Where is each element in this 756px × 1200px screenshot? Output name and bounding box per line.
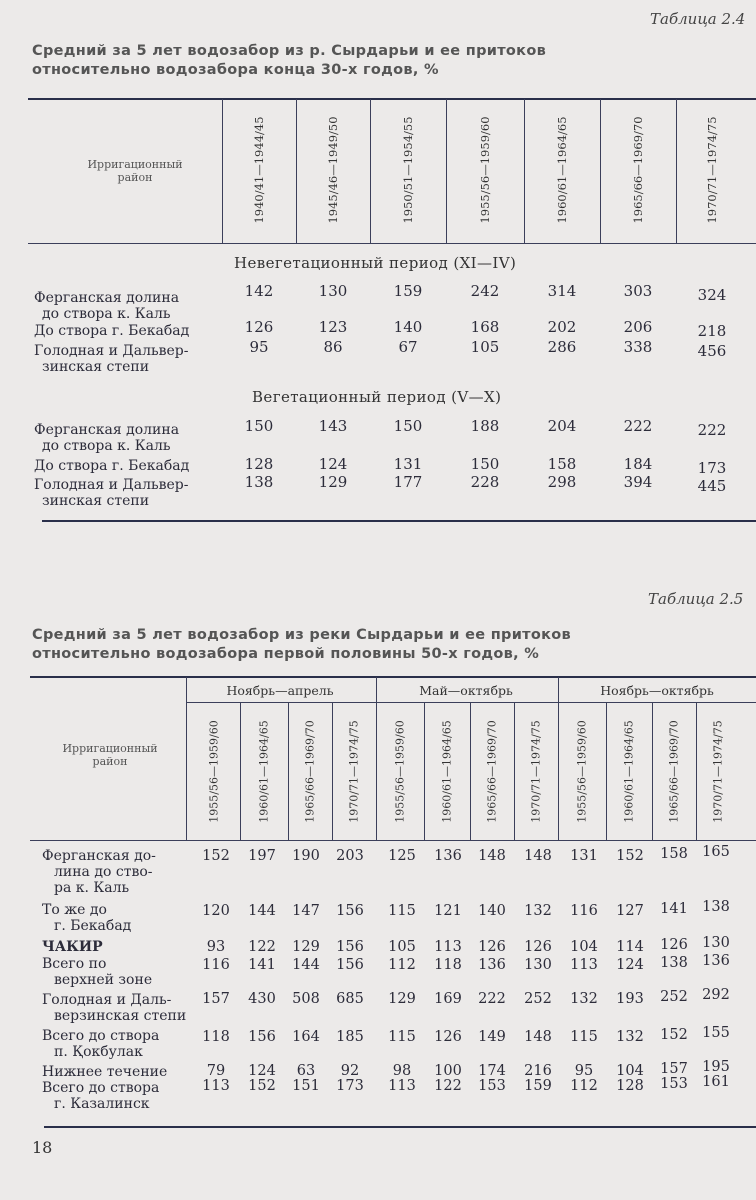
table2-cell: 164 [292, 1029, 320, 1045]
table2-group-rule [186, 702, 756, 703]
table1-col-header: 1965/66—1969/70 [631, 116, 645, 224]
table2-col-divider [186, 677, 187, 840]
table2-col-divider [288, 703, 289, 840]
table2-cell: 252 [524, 991, 552, 1007]
table2-cell: 195 [702, 1059, 730, 1075]
table1-row-label-line: зинская степи [42, 359, 150, 375]
table1-cell: 143 [318, 417, 348, 435]
table2-cell: 116 [202, 957, 230, 973]
table2-cell: 121 [434, 903, 462, 919]
table1-col-header: 1960/61—1964/65 [555, 116, 569, 224]
page-number: 18 [32, 1138, 53, 1157]
table1-cell: 159 [393, 282, 423, 300]
table2-cell: 158 [660, 846, 688, 862]
table2-cell: 216 [524, 1063, 552, 1079]
table1-row-label [34, 290, 179, 322]
table2-col-divider [332, 703, 333, 840]
table2-row-label-line: Нижнее течение [42, 1064, 168, 1080]
table2-cell: 148 [478, 848, 506, 864]
table2-cell: 156 [336, 903, 364, 919]
table1-cell: 86 [323, 338, 343, 356]
table2-cell: 126 [434, 1029, 462, 1045]
table2-cell: 114 [616, 939, 644, 955]
table2-cell: 132 [570, 991, 598, 1007]
table2-cell: 152 [202, 848, 230, 864]
table2-group-header: Ноябрь—октябрь [600, 683, 714, 698]
table2-col-header: 1965/66—1969/70 [303, 720, 317, 823]
table2-cell: 136 [702, 953, 730, 969]
table2-cell: 157 [660, 1061, 688, 1077]
table2-cell: 132 [524, 903, 552, 919]
table2-row-label [42, 992, 186, 1024]
table2-cell: 127 [616, 903, 644, 919]
table2-col-divider [606, 703, 607, 840]
table1-col-divider [446, 99, 447, 243]
table2-cell: 157 [202, 991, 230, 1007]
table2-col-header: 1955/56—1959/60 [575, 720, 589, 823]
table2-cell: 129 [292, 939, 320, 955]
table2-row-label-line: Ферганская до- [42, 848, 156, 864]
table2-cell: 118 [434, 957, 462, 973]
table2-cell: 173 [336, 1078, 364, 1094]
table2-cell: 149 [478, 1029, 506, 1045]
table2-cell: 92 [340, 1063, 360, 1079]
table2-col-header: 1960/61—1964/65 [622, 720, 636, 823]
table2-cell: 190 [292, 848, 320, 864]
table2-row-label [42, 939, 103, 955]
table2-cell: 430 [248, 991, 276, 1007]
table2-row-label-line: г. Бекабад [54, 918, 132, 934]
table1-cell: 124 [318, 455, 348, 473]
table2-cell: 165 [702, 844, 730, 860]
table1-cell: 105 [470, 338, 500, 356]
table2-row-label [42, 902, 131, 934]
table2-cell: 126 [660, 937, 688, 953]
table1-bottom-rule [42, 520, 756, 522]
table2-row-label [42, 1064, 167, 1080]
table1-cell: 222 [697, 421, 727, 439]
table1-cell: 128 [244, 455, 274, 473]
table1-cell: 158 [547, 455, 577, 473]
table1-cell: 188 [470, 417, 500, 435]
table2-cell: 144 [248, 903, 276, 919]
table2-cell: 152 [616, 848, 644, 864]
table1-cell: 150 [393, 417, 423, 435]
table1-cell: 324 [697, 286, 727, 304]
table2-row-label-line: ра к. Каль [54, 880, 130, 896]
table2-col-divider [376, 677, 377, 840]
table1-cell: 204 [547, 417, 577, 435]
table2-cell: 105 [388, 939, 416, 955]
table2-cell: 222 [478, 991, 506, 1007]
table2-row-label-line: Всего по [42, 956, 107, 972]
table2-cell: 115 [570, 1029, 598, 1045]
table2-row-label-line: г. Казалинск [54, 1096, 150, 1112]
table1-cell: 95 [249, 338, 269, 356]
table2-cell: 148 [524, 848, 552, 864]
table1-cell: 303 [623, 282, 653, 300]
table2-col-divider [240, 703, 241, 840]
table1-row-label [34, 343, 189, 375]
table1-row-label-line: Голодная и Дальвер- [34, 477, 189, 493]
table2-col-divider [470, 703, 471, 840]
table1-cell: 140 [393, 318, 423, 336]
table2-cell: 112 [388, 957, 416, 973]
table2-row-label-line: верзинская степи [54, 1008, 187, 1024]
table2-cell: 141 [248, 957, 276, 973]
table2-col-header: 1965/66—1969/70 [667, 720, 681, 823]
table2-cell: 197 [248, 848, 276, 864]
table1-section-title: Вегетационный период (V—X) [252, 388, 502, 406]
table1-col-divider [222, 99, 223, 243]
table1-cell: 184 [623, 455, 653, 473]
table1-cell: 126 [244, 318, 274, 336]
table2-cell: 185 [336, 1029, 364, 1045]
table2-cell: 144 [292, 957, 320, 973]
table1-cell: 445 [697, 477, 727, 495]
table1-row-label-line: До створа г. Бекабад [34, 458, 190, 474]
table2-cell: 174 [478, 1063, 506, 1079]
table2-cell: 508 [292, 991, 320, 1007]
table2-cell: 156 [336, 957, 364, 973]
table1-col-header: 1945/46—1949/50 [326, 116, 340, 224]
table2-cell: 130 [524, 957, 552, 973]
table2-cell: 153 [478, 1078, 506, 1094]
table1-cell: 456 [697, 342, 727, 360]
table1-row-label [34, 458, 189, 474]
table2-cell: 126 [524, 939, 552, 955]
table1-label: Таблица 2.4 [650, 10, 746, 28]
table2-col-header: 1965/66—1969/70 [485, 720, 499, 823]
table2-region-header-line1: Ирригационный [62, 742, 158, 755]
table2-cell: 136 [434, 848, 462, 864]
table1-cell: 228 [470, 473, 500, 491]
table2-col-header: 1955/56—1959/60 [393, 720, 407, 823]
table1-top-rule [28, 98, 756, 100]
table2-cell: 98 [392, 1063, 412, 1079]
table1-col-header: 1955/56—1959/60 [478, 116, 492, 224]
table2-cell: 129 [388, 991, 416, 1007]
table1-region-header [60, 158, 210, 184]
table1-row-label-line: Голодная и Дальвер- [34, 343, 189, 359]
table2-row-label-line: верхней зоне [54, 972, 153, 988]
table2-col-header: 1960/61—1964/65 [257, 720, 271, 823]
table2-cell: 148 [524, 1029, 552, 1045]
table1-cell: 67 [398, 338, 418, 356]
table2-group-header: Май—октябрь [419, 683, 513, 698]
table1-cell: 130 [318, 282, 348, 300]
table1-col-divider [296, 99, 297, 243]
table1-cell: 202 [547, 318, 577, 336]
table2-cell: 136 [478, 957, 506, 973]
table2-row-label-line: Всего до створа [42, 1028, 160, 1044]
table1-header-rule [28, 243, 756, 244]
table2-top-rule [30, 676, 756, 678]
table1-col-divider [524, 99, 525, 243]
table2-title-line2: относительно водозабора первой половины 50-х годов, % [32, 646, 540, 662]
table2-cell: 252 [660, 989, 688, 1005]
table2-region-header [40, 742, 180, 768]
table2-cell: 138 [702, 899, 730, 915]
table1-section-title: Невегетационный период (XI—IV) [234, 254, 517, 272]
table2-bottom-rule [44, 1126, 756, 1128]
table1-row-label-line: Ферганская долина [34, 422, 180, 438]
table1-row-label [34, 477, 189, 509]
table2-cell: 113 [570, 957, 598, 973]
table2-cell: 152 [660, 1027, 688, 1043]
table1-cell: 218 [697, 322, 727, 340]
table2-title-line1: Средний за 5 лет водозабор из реки Сырдарьи и ее притоков [32, 627, 571, 643]
table2-cell: 126 [478, 939, 506, 955]
table2-cell: 292 [702, 987, 730, 1003]
table2-cell: 115 [388, 903, 416, 919]
table2-title [32, 626, 571, 664]
table1-cell: 394 [623, 473, 653, 491]
table2-cell: 122 [434, 1078, 462, 1094]
table2-cell: 151 [292, 1078, 320, 1094]
table2-col-header: 1970/71—1974/75 [711, 720, 725, 823]
table2-row-label-line: ЧАКИР [42, 939, 103, 955]
table2-col-divider [514, 703, 515, 840]
table2-row-label-line: Голодная и Даль- [42, 992, 172, 1008]
table1-row-label-line: зинская степи [42, 493, 150, 509]
table2-cell: 152 [248, 1078, 276, 1094]
table2-cell: 104 [616, 1063, 644, 1079]
table2-col-divider [696, 703, 697, 840]
table1-cell: 298 [547, 473, 577, 491]
table2-col-divider [424, 703, 425, 840]
table2-group-header: Ноябрь—апрель [226, 683, 334, 698]
table2-cell: 124 [616, 957, 644, 973]
table2-cell: 93 [206, 939, 226, 955]
table1-row-label-line: до створа к. Каль [42, 306, 171, 322]
table1-cell: 150 [470, 455, 500, 473]
table1-cell: 123 [318, 318, 348, 336]
table2-header-rule [30, 840, 756, 841]
table1-cell: 206 [623, 318, 653, 336]
table2-cell: 685 [336, 991, 364, 1007]
table1-row-label-line: Ферганская долина [34, 290, 180, 306]
table2-cell: 125 [388, 848, 416, 864]
table2-cell: 156 [336, 939, 364, 955]
table1-cell: 138 [244, 473, 274, 491]
table2-cell: 116 [570, 903, 598, 919]
table2-cell: 138 [660, 955, 688, 971]
table2-cell: 130 [702, 935, 730, 951]
table2-cell: 153 [660, 1076, 688, 1092]
table2-col-header: 1970/71—1974/75 [347, 720, 361, 823]
table2-region-header-line2: район [92, 755, 128, 768]
table2-cell: 132 [616, 1029, 644, 1045]
table2-col-divider [652, 703, 653, 840]
table2-cell: 169 [434, 991, 462, 1007]
table2-row-label [42, 1028, 159, 1060]
table2-cell: 128 [616, 1078, 644, 1094]
table2-cell: 141 [660, 901, 688, 917]
table1-cell: 142 [244, 282, 274, 300]
table1-col-header: 1950/51—1954/55 [401, 116, 415, 224]
table2-row-label [42, 956, 152, 988]
table2-cell: 193 [616, 991, 644, 1007]
table1-cell: 129 [318, 473, 348, 491]
table1-col-header: 1940/41—1944/45 [252, 116, 266, 224]
table1-row-label [34, 422, 179, 454]
table2-row-label-line: Всего до створа [42, 1080, 160, 1096]
table1-cell: 242 [470, 282, 500, 300]
table2-cell: 203 [336, 848, 364, 864]
table2-col-header: 1970/71—1974/75 [529, 720, 543, 823]
table1-cell: 150 [244, 417, 274, 435]
table2-cell: 100 [434, 1063, 462, 1079]
table2-cell: 63 [296, 1063, 316, 1079]
table1-cell: 131 [393, 455, 423, 473]
table2-cell: 122 [248, 939, 276, 955]
table2-cell: 113 [434, 939, 462, 955]
table1-cell: 286 [547, 338, 577, 356]
table2-cell: 120 [202, 903, 230, 919]
table1-col-header: 1970/71—1974/75 [705, 116, 719, 224]
table2-cell: 115 [388, 1029, 416, 1045]
table1-cell: 177 [393, 473, 423, 491]
table2-cell: 113 [388, 1078, 416, 1094]
table2-cell: 147 [292, 903, 320, 919]
table1-cell: 338 [623, 338, 653, 356]
table1-row-label-line: До створа г. Бекабад [34, 323, 190, 339]
table2-col-header: 1960/61—1964/65 [440, 720, 454, 823]
table1-cell: 173 [697, 459, 727, 477]
table2-cell: 131 [570, 848, 598, 864]
table2-row-label-line: п. Қокбулак [54, 1044, 143, 1060]
table1-cell: 222 [623, 417, 653, 435]
table1-col-divider [600, 99, 601, 243]
table2-cell: 112 [570, 1078, 598, 1094]
table2-row-label [42, 848, 156, 896]
table2-cell: 104 [570, 939, 598, 955]
table2-cell: 159 [524, 1078, 552, 1094]
table2-cell: 95 [574, 1063, 594, 1079]
table2-cell: 113 [202, 1078, 230, 1094]
table2-cell: 140 [478, 903, 506, 919]
table2-col-header: 1955/56—1959/60 [207, 720, 221, 823]
table1-row-label-line: до створа к. Каль [42, 438, 171, 454]
table2-cell: 118 [202, 1029, 230, 1045]
table2-cell: 156 [248, 1029, 276, 1045]
table1-region-header-line1: Ирригационный [87, 158, 183, 171]
table1-cell: 314 [547, 282, 577, 300]
table2-cell: 124 [248, 1063, 276, 1079]
table1-cell: 168 [470, 318, 500, 336]
table1-title-line2: относительно водозабора конца 30-х годов, % [32, 62, 439, 78]
table2-cell: 161 [702, 1074, 730, 1090]
table2-label: Таблица 2.5 [648, 590, 744, 608]
table1-col-divider [676, 99, 677, 243]
table2-cell: 79 [206, 1063, 226, 1079]
table1-title-line1: Средний за 5 лет водозабор из р. Сырдарьи и ее притоков [32, 43, 547, 59]
table1-col-divider [370, 99, 371, 243]
table1-title [32, 42, 546, 80]
table1-region-header-line2: район [117, 171, 153, 184]
table1-row-label [34, 323, 189, 339]
table2-row-label-line: То же до [42, 902, 107, 918]
table2-col-divider [558, 677, 559, 840]
table2-row-label [42, 1080, 159, 1112]
table2-row-label-line: лина до ство- [54, 864, 153, 880]
table2-cell: 155 [702, 1025, 730, 1041]
